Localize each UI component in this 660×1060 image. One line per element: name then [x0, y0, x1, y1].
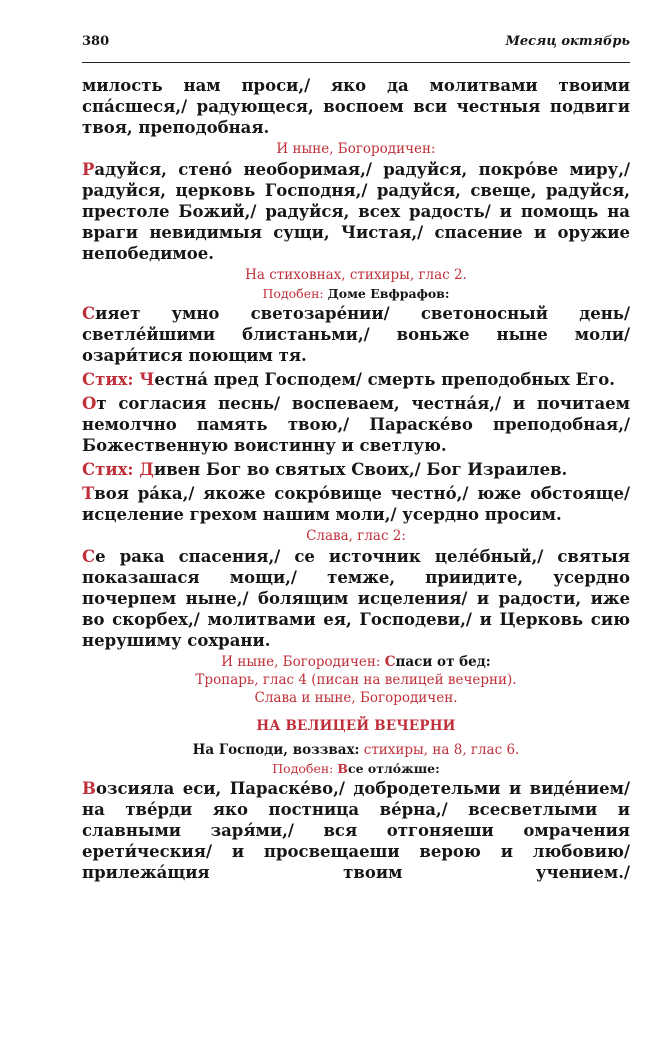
drop-initial: В: [82, 779, 96, 798]
rubric-podoben-2: Подобен: Все отло́жше:: [272, 761, 440, 776]
paragraph-ot-soglasiya: От согласия песнь/ воспеваем, честна́я,/ и почитаем немолчно память твою,/ Параске́во преподобная,/ Божественную воистинну и светлую.: [82, 394, 630, 455]
rubric-slava-i-nyne: Слава и ныне, Богородичен.: [254, 690, 458, 706]
paragraph-vozsiyala: Возсияла еси, Параске́во,/ добродетельми и виде́нием/ на тве́рди яко постница ве́рна,/ всесветлыми и славными заря́ми,/ вся отгоняеши омрачения ерети́ческия/ и просвещаеши верою и любовию/ прилежа́щия твоим учением./: [82, 779, 630, 882]
verse-2: Стих: Дивен Бог во святых Своих,/ Бог Израилев.: [82, 460, 568, 479]
verse-label: Стих:: [82, 460, 134, 479]
rubric-stikhovna: На стиховнах, стихиры, глас 2.: [245, 267, 467, 283]
drop-initial: О: [82, 394, 97, 413]
body-text: [82, 75, 630, 883]
paragraph-se-raka: Се рака спасения,/ се источник целе́бный,/ святыя показашася мощи,/ темже, приидите, усердно почерпем ныне,/ болящим исцеления/ и радости, иже во скорбех,/ молитвами ея, Господеви,/ и Церковь сию нерушиму сохрани.: [82, 547, 630, 650]
rubric-spasi: И ныне, Богородичен: Спаси от бед:: [221, 654, 491, 670]
paragraph-raduisya: Радуйся, стено́ необоримая,/ радуйся, покро́ве миру,/ радуйся, церковь Господня,/ радуйся, свеще, радуйся, престоле Божий,/ радуйся, всех радость/ и помощь на враги невидимыя сущи, Чистая,/ спасение и оружие непобедимое.: [82, 160, 630, 263]
drop-initial: С: [82, 547, 96, 566]
paragraph-siyaet: Сияет умно светозаре́нии/ светоносный день/ светле́йшими блистаньми,/ воньже ныне моли/ озари́тися поющим тя.: [82, 304, 630, 365]
verse-label: Стих:: [82, 370, 134, 389]
page-number: 380: [82, 34, 110, 49]
spacer: [82, 708, 630, 714]
rubric-podoben: Подобен: Доме Евфрафов:: [262, 286, 450, 301]
paragraph-tvoya-raka: Твоя ра́ка,/ якоже сокро́вище честно́,/ юже обстояще/ исцеление грехом нашим моли,/ усердно просим.: [82, 484, 630, 524]
drop-initial: Т: [82, 484, 95, 503]
drop-initial: Р: [82, 160, 95, 179]
section-heading: НА ВЕЛИЦЕЙ ВЕЧЕРНИ: [256, 718, 456, 734]
verse-1: Стих: Честна́ пред Господем/ смерть преподобных Его.: [82, 370, 616, 389]
paragraph-continued: милость нам проси,/ яко да молитвами твоими спа́сшеся,/ радующеся, воспоем вси честныя подвиги твоя, преподобная.: [82, 76, 630, 137]
rubric-bogorodichen: И ныне, Богородичен:: [276, 141, 436, 157]
running-title: Месяц октябрь: [505, 34, 630, 49]
rubric-slava: Слава, глас 2:: [306, 528, 406, 544]
page-header: [82, 34, 630, 58]
rubric-tropar: Тропарь, глас 4 (писан на велицей вечерни).: [195, 672, 517, 688]
rubric-gospodi-vozzvah: На Господи, воззвах: стихиры, на 8, глас 6.: [192, 742, 520, 758]
drop-initial: С: [82, 304, 96, 323]
header-rule: [82, 62, 630, 63]
